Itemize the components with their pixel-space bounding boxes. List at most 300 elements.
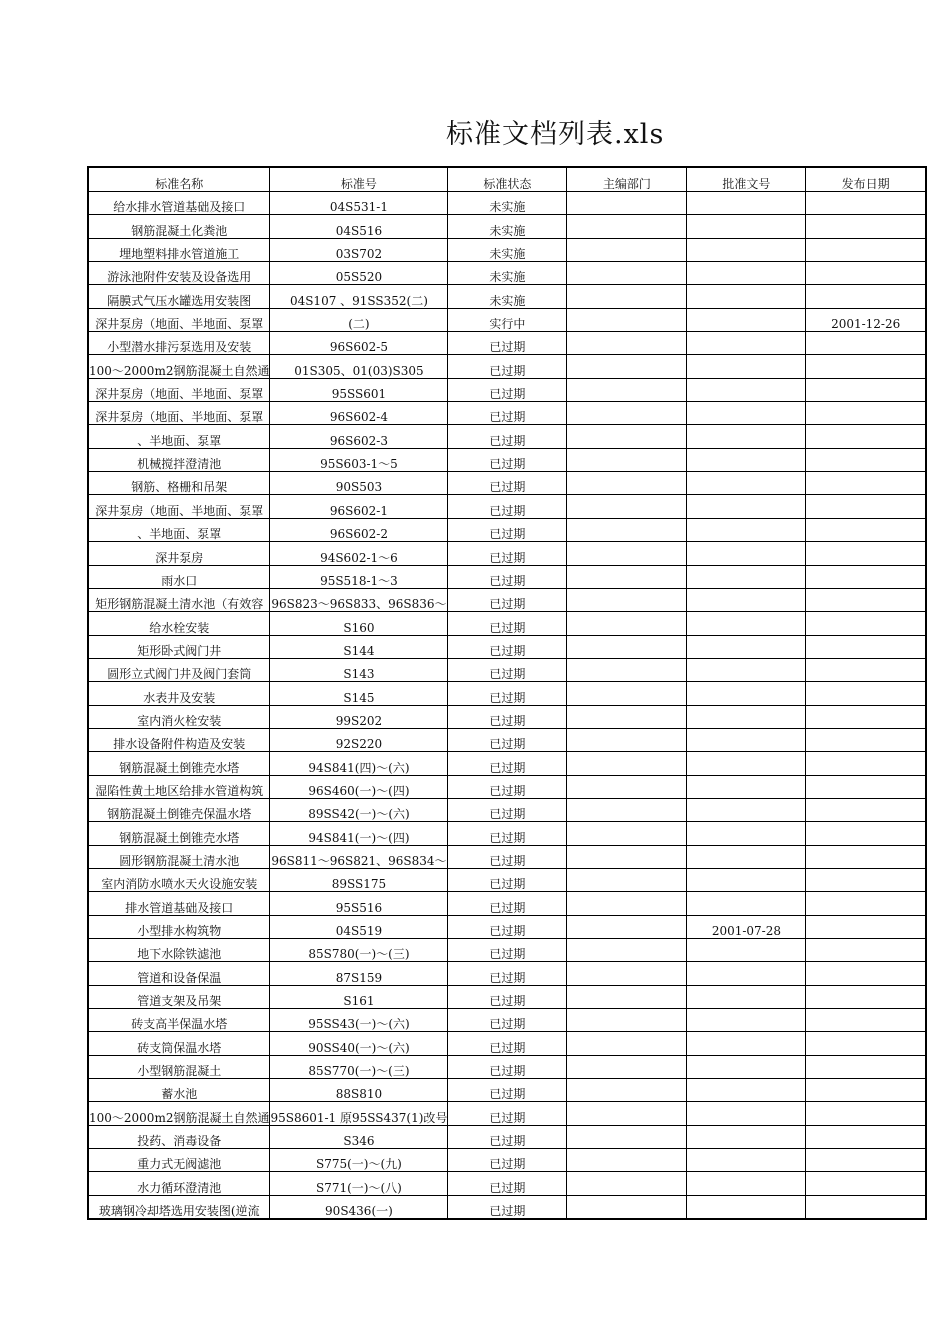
table-cell xyxy=(567,1009,687,1032)
table-cell: 已过期 xyxy=(448,355,567,378)
table-cell: 92S220 xyxy=(270,728,448,751)
table-cell xyxy=(806,705,926,728)
table-cell: 已过期 xyxy=(448,588,567,611)
table-cell: 96S823～96S833、96S836～ xyxy=(270,588,448,611)
table-row xyxy=(88,682,926,705)
table-cell: 88S810 xyxy=(270,1079,448,1102)
table-cell xyxy=(806,542,926,565)
table-row xyxy=(88,752,926,775)
table-cell: 湿陷性黄土地区给排水管道构筑 xyxy=(88,775,270,798)
table-cell: 已过期 xyxy=(448,448,567,471)
table-cell xyxy=(687,612,806,635)
table-cell: 已过期 xyxy=(448,1009,567,1032)
table-cell: 、半地面、泵罩 xyxy=(88,518,270,541)
table-cell: 已过期 xyxy=(448,402,567,425)
table-cell: 钢筋混凝土倒锥壳保温水塔 xyxy=(88,798,270,821)
table-cell: 已过期 xyxy=(448,378,567,401)
table-cell xyxy=(567,518,687,541)
table-cell: 钢筋混凝土倒锥壳水塔 xyxy=(88,752,270,775)
table-cell: 2001-12-26 xyxy=(806,308,926,331)
table-cell xyxy=(567,1149,687,1172)
table-row xyxy=(88,868,926,891)
table-cell xyxy=(687,1009,806,1032)
table-cell: S775(一)～(九) xyxy=(270,1149,448,1172)
table-cell xyxy=(567,868,687,891)
table-cell xyxy=(567,985,687,1008)
table-cell: 已过期 xyxy=(448,1195,567,1219)
table-row xyxy=(88,355,926,378)
table-row xyxy=(88,565,926,588)
table-cell: 96S602-1 xyxy=(270,495,448,518)
table-cell xyxy=(806,262,926,285)
table-cell: 玻璃钢冷却塔选用安装图(逆流 xyxy=(88,1195,270,1219)
table-cell xyxy=(806,425,926,448)
table-cell xyxy=(806,1032,926,1055)
table-cell xyxy=(687,262,806,285)
header-cell: 发布日期 xyxy=(806,167,926,192)
table-cell: 已过期 xyxy=(448,705,567,728)
table-cell xyxy=(567,565,687,588)
table-cell: 隔膜式气压水罐选用安装图 xyxy=(88,285,270,308)
table-cell xyxy=(687,658,806,681)
table-row xyxy=(88,985,926,1008)
table-cell: 94S602-1～6 xyxy=(270,542,448,565)
table-cell: 已过期 xyxy=(448,495,567,518)
table-cell: 室内消火栓安装 xyxy=(88,705,270,728)
table-cell: 已过期 xyxy=(448,752,567,775)
table-cell: 小型排水构筑物 xyxy=(88,915,270,938)
table-cell: 已过期 xyxy=(448,868,567,891)
table-cell xyxy=(806,752,926,775)
table-cell xyxy=(567,1195,687,1219)
table-cell xyxy=(806,565,926,588)
table-cell xyxy=(567,822,687,845)
table-cell: 排水设备附件构造及安装 xyxy=(88,728,270,751)
table-cell xyxy=(687,775,806,798)
table-cell xyxy=(567,472,687,495)
table-cell xyxy=(806,402,926,425)
table-row xyxy=(88,775,926,798)
table-cell: 已过期 xyxy=(448,962,567,985)
table-cell xyxy=(567,238,687,261)
table-cell: 未实施 xyxy=(448,238,567,261)
table-cell: 已过期 xyxy=(448,518,567,541)
page-title: 标准文档列表.xls xyxy=(446,119,665,150)
table-cell xyxy=(567,1125,687,1148)
table-row xyxy=(88,939,926,962)
table-cell xyxy=(806,472,926,495)
table-row xyxy=(88,518,926,541)
table-cell xyxy=(806,985,926,1008)
table-cell: 已过期 xyxy=(448,658,567,681)
table-cell xyxy=(806,612,926,635)
table-cell: 04S107 、91SS352(二) xyxy=(270,285,448,308)
table-cell: 已过期 xyxy=(448,1055,567,1078)
table-cell: 95S518-1～3 xyxy=(270,565,448,588)
table-row xyxy=(88,822,926,845)
table-cell: (二) xyxy=(270,308,448,331)
table-cell xyxy=(567,262,687,285)
table-cell: 95SS601 xyxy=(270,378,448,401)
table-cell: 小型潜水排污泵选用及安装 xyxy=(88,332,270,355)
table-cell xyxy=(567,425,687,448)
table-cell xyxy=(806,332,926,355)
table-cell xyxy=(687,682,806,705)
table-row xyxy=(88,1102,926,1125)
table-cell: 90S503 xyxy=(270,472,448,495)
table-cell xyxy=(687,1149,806,1172)
table-row xyxy=(88,612,926,635)
table-cell xyxy=(687,308,806,331)
table-cell: 已过期 xyxy=(448,1032,567,1055)
table-row xyxy=(88,1195,926,1219)
table-cell: 管道和设备保温 xyxy=(88,962,270,985)
table-cell xyxy=(567,845,687,868)
table-cell: 100～2000m2钢筋混凝土自然通 xyxy=(88,355,270,378)
table-row xyxy=(88,285,926,308)
table-cell: S161 xyxy=(270,985,448,1008)
table-cell xyxy=(567,775,687,798)
table-cell: 已过期 xyxy=(448,892,567,915)
table-cell xyxy=(687,402,806,425)
table-cell: 重力式无阀滤池 xyxy=(88,1149,270,1172)
table-cell: 已过期 xyxy=(448,1079,567,1102)
table-row xyxy=(88,402,926,425)
table-cell xyxy=(567,215,687,238)
table-cell xyxy=(567,332,687,355)
table-cell xyxy=(806,892,926,915)
table-cell xyxy=(687,355,806,378)
table-cell: 已过期 xyxy=(448,635,567,658)
table-row xyxy=(88,425,926,448)
table-cell: 钢筋混凝土倒锥壳水塔 xyxy=(88,822,270,845)
table-cell: 水表井及安装 xyxy=(88,682,270,705)
table-cell: 90S436(一) xyxy=(270,1195,448,1219)
table-row xyxy=(88,238,926,261)
table-cell: 96S811～96S821、96S834～ xyxy=(270,845,448,868)
table-cell: 机械搅拌澄清池 xyxy=(88,448,270,471)
table-cell: 已过期 xyxy=(448,472,567,495)
table-cell xyxy=(806,868,926,891)
table-row xyxy=(88,192,926,215)
table-cell xyxy=(806,822,926,845)
table-cell xyxy=(567,448,687,471)
table-cell xyxy=(687,845,806,868)
table-cell xyxy=(806,658,926,681)
table-cell xyxy=(806,845,926,868)
table-cell xyxy=(806,962,926,985)
table-cell xyxy=(687,892,806,915)
table-cell: 未实施 xyxy=(448,215,567,238)
table-cell xyxy=(567,378,687,401)
table-cell xyxy=(806,1009,926,1032)
table-cell xyxy=(687,1172,806,1195)
table-cell: 深井泵房（地面、半地面、泵罩 xyxy=(88,402,270,425)
table-cell xyxy=(806,588,926,611)
table-cell xyxy=(687,215,806,238)
table-cell: 已过期 xyxy=(448,822,567,845)
table-cell: 蓄水池 xyxy=(88,1079,270,1102)
table-cell: 地下水除铁滤池 xyxy=(88,939,270,962)
table-cell xyxy=(567,402,687,425)
table-cell xyxy=(687,565,806,588)
table-cell: 管道支架及吊架 xyxy=(88,985,270,1008)
table-cell: 已过期 xyxy=(448,728,567,751)
table-cell xyxy=(567,962,687,985)
table-cell: 89SS175 xyxy=(270,868,448,891)
table-row xyxy=(88,588,926,611)
table-cell xyxy=(687,192,806,215)
table-cell: 99S202 xyxy=(270,705,448,728)
table-cell: 、半地面、泵罩 xyxy=(88,425,270,448)
table-cell: 未实施 xyxy=(448,192,567,215)
table-cell xyxy=(567,1102,687,1125)
table-cell xyxy=(806,378,926,401)
table-cell xyxy=(687,425,806,448)
table-cell xyxy=(567,1055,687,1078)
table-cell xyxy=(806,518,926,541)
table-cell: 95S8601-1 原95SS437(1)改号 xyxy=(270,1102,448,1125)
table-cell: 雨水口 xyxy=(88,565,270,588)
table-cell: 埋地塑料排水管道施工 xyxy=(88,238,270,261)
table-row xyxy=(88,635,926,658)
table-cell: 96S602-2 xyxy=(270,518,448,541)
table-cell: 未实施 xyxy=(448,285,567,308)
table-cell xyxy=(687,448,806,471)
header-cell: 标准名称 xyxy=(88,167,270,192)
table-cell: 圆形立式阀门井及阀门套筒 xyxy=(88,658,270,681)
table-cell xyxy=(567,682,687,705)
table-cell: 95SS43(一)～(六) xyxy=(270,1009,448,1032)
table-cell: 85S780(一)～(三) xyxy=(270,939,448,962)
table-cell xyxy=(567,1079,687,1102)
table-cell: 深井泵房（地面、半地面、泵罩 xyxy=(88,308,270,331)
table-cell xyxy=(567,728,687,751)
table-cell xyxy=(806,1125,926,1148)
table-cell xyxy=(806,1055,926,1078)
table-cell xyxy=(567,1032,687,1055)
table-cell xyxy=(687,1055,806,1078)
table-cell xyxy=(567,542,687,565)
table-cell: 已过期 xyxy=(448,798,567,821)
table-cell: S143 xyxy=(270,658,448,681)
table-cell xyxy=(687,1125,806,1148)
header-cell: 标准状态 xyxy=(448,167,567,192)
table-cell: 室内消防水喷水天火设施安装 xyxy=(88,868,270,891)
table-cell: 85S770(一)～(三) xyxy=(270,1055,448,1078)
table-cell xyxy=(687,518,806,541)
table-cell: 给水排水管道基础及接口 xyxy=(88,192,270,215)
table-cell xyxy=(687,1102,806,1125)
table-cell xyxy=(567,705,687,728)
table-cell xyxy=(567,308,687,331)
table-cell: 深井泵房（地面、半地面、泵罩 xyxy=(88,495,270,518)
table-row xyxy=(88,378,926,401)
table-row xyxy=(88,262,926,285)
table-cell xyxy=(806,728,926,751)
table-cell: 87S159 xyxy=(270,962,448,985)
table-cell: S771(一)～(八) xyxy=(270,1172,448,1195)
table-cell xyxy=(687,798,806,821)
table-cell: 已过期 xyxy=(448,845,567,868)
table-cell xyxy=(806,915,926,938)
table-row xyxy=(88,892,926,915)
header-cell: 标准号 xyxy=(270,167,448,192)
table-row xyxy=(88,705,926,728)
table-cell: 03S702 xyxy=(270,238,448,261)
table-cell: 已过期 xyxy=(448,332,567,355)
table-cell xyxy=(687,332,806,355)
table-cell xyxy=(567,915,687,938)
table-cell: 95S516 xyxy=(270,892,448,915)
table-cell xyxy=(687,1079,806,1102)
table-row xyxy=(88,472,926,495)
table-cell xyxy=(687,635,806,658)
table-cell xyxy=(687,728,806,751)
table-cell: 投药、消毒设备 xyxy=(88,1125,270,1148)
table-row xyxy=(88,1032,926,1055)
table-cell: S160 xyxy=(270,612,448,635)
table-cell: 05S520 xyxy=(270,262,448,285)
table-cell: 已过期 xyxy=(448,1149,567,1172)
table-row xyxy=(88,1079,926,1102)
table-cell: 水力循环澄清池 xyxy=(88,1172,270,1195)
table-cell: 砖支筒保温水塔 xyxy=(88,1032,270,1055)
table-cell xyxy=(567,355,687,378)
table-row xyxy=(88,845,926,868)
table-cell: 94S841(四)～(六) xyxy=(270,752,448,775)
table-cell xyxy=(806,798,926,821)
table-cell xyxy=(687,868,806,891)
table-cell: 已过期 xyxy=(448,1172,567,1195)
table-cell xyxy=(806,495,926,518)
table-cell xyxy=(687,495,806,518)
table-cell: 实行中 xyxy=(448,308,567,331)
table-cell: 钢筋混凝土化粪池 xyxy=(88,215,270,238)
table-row xyxy=(88,962,926,985)
table-row xyxy=(88,658,926,681)
table-row xyxy=(88,1055,926,1078)
table-cell xyxy=(567,752,687,775)
table-cell xyxy=(687,962,806,985)
table-cell xyxy=(687,985,806,1008)
table-cell xyxy=(806,939,926,962)
table-cell xyxy=(567,658,687,681)
table-cell xyxy=(687,472,806,495)
table-cell xyxy=(687,378,806,401)
table-cell: 94S841(一)～(四) xyxy=(270,822,448,845)
table-row xyxy=(88,1125,926,1148)
table-cell: 矩形钢筋混凝土清水池（有效容 xyxy=(88,588,270,611)
table-cell xyxy=(567,892,687,915)
table-header-row xyxy=(88,167,926,192)
table-cell: S346 xyxy=(270,1125,448,1148)
table-cell xyxy=(806,775,926,798)
table-row xyxy=(88,1149,926,1172)
table-cell: 未实施 xyxy=(448,262,567,285)
table-cell xyxy=(567,1172,687,1195)
table-cell: 已过期 xyxy=(448,1102,567,1125)
table-cell xyxy=(806,192,926,215)
table-cell: 已过期 xyxy=(448,425,567,448)
table-cell: 已过期 xyxy=(448,542,567,565)
table-row xyxy=(88,215,926,238)
table-cell: 04S531-1 xyxy=(270,192,448,215)
table-row xyxy=(88,798,926,821)
table-cell: 100～2000m2钢筋混凝土自然通 xyxy=(88,1102,270,1125)
table-cell: 89SS42(一)～(六) xyxy=(270,798,448,821)
table-cell: 96S460(一)～(四) xyxy=(270,775,448,798)
table-cell xyxy=(806,635,926,658)
table-cell xyxy=(806,1102,926,1125)
table-cell xyxy=(806,238,926,261)
table-cell: 游泳池附件安装及设备选用 xyxy=(88,262,270,285)
table-row xyxy=(88,448,926,471)
table-cell: 04S519 xyxy=(270,915,448,938)
table-cell xyxy=(687,822,806,845)
table-cell: 已过期 xyxy=(448,612,567,635)
table-cell xyxy=(806,1195,926,1219)
table-cell xyxy=(567,192,687,215)
table-body xyxy=(88,167,926,1219)
table-cell: 01S305、01(03)S305 xyxy=(270,355,448,378)
table-cell: S145 xyxy=(270,682,448,705)
table-cell: S144 xyxy=(270,635,448,658)
table-cell xyxy=(687,752,806,775)
table-cell xyxy=(567,285,687,308)
standards-table xyxy=(87,166,927,1220)
table-cell: 排水管道基础及接口 xyxy=(88,892,270,915)
table-row xyxy=(88,542,926,565)
table-cell xyxy=(687,238,806,261)
table-cell xyxy=(806,448,926,471)
table-cell xyxy=(687,542,806,565)
table-row xyxy=(88,1009,926,1032)
table-cell xyxy=(687,285,806,308)
table-cell: 已过期 xyxy=(448,775,567,798)
table-cell: 圆形钢筋混凝土清水池 xyxy=(88,845,270,868)
table-cell xyxy=(687,1032,806,1055)
table-cell: 给水栓安装 xyxy=(88,612,270,635)
table-cell xyxy=(806,682,926,705)
table-cell: 96S602-5 xyxy=(270,332,448,355)
table-row xyxy=(88,332,926,355)
table-cell: 已过期 xyxy=(448,1125,567,1148)
table-cell: 95S603-1～5 xyxy=(270,448,448,471)
header-cell: 批准文号 xyxy=(687,167,806,192)
table-cell xyxy=(687,588,806,611)
table-cell xyxy=(567,588,687,611)
table-cell: 砖支高半保温水塔 xyxy=(88,1009,270,1032)
table-cell xyxy=(567,798,687,821)
table-cell: 钢筋、格栅和吊架 xyxy=(88,472,270,495)
table-cell: 04S516 xyxy=(270,215,448,238)
header-cell: 主编部门 xyxy=(567,167,687,192)
table-cell: 2001-07-28 xyxy=(687,915,806,938)
table-cell xyxy=(567,939,687,962)
table-cell: 已过期 xyxy=(448,565,567,588)
table-cell: 已过期 xyxy=(448,939,567,962)
table-cell xyxy=(687,939,806,962)
table-cell: 已过期 xyxy=(448,682,567,705)
table-row xyxy=(88,495,926,518)
table-cell xyxy=(687,1195,806,1219)
table-row xyxy=(88,308,926,331)
table-cell: 矩形卧式阀门井 xyxy=(88,635,270,658)
table-cell: 深井泵房 xyxy=(88,542,270,565)
table-row xyxy=(88,915,926,938)
table-cell: 96S602-4 xyxy=(270,402,448,425)
